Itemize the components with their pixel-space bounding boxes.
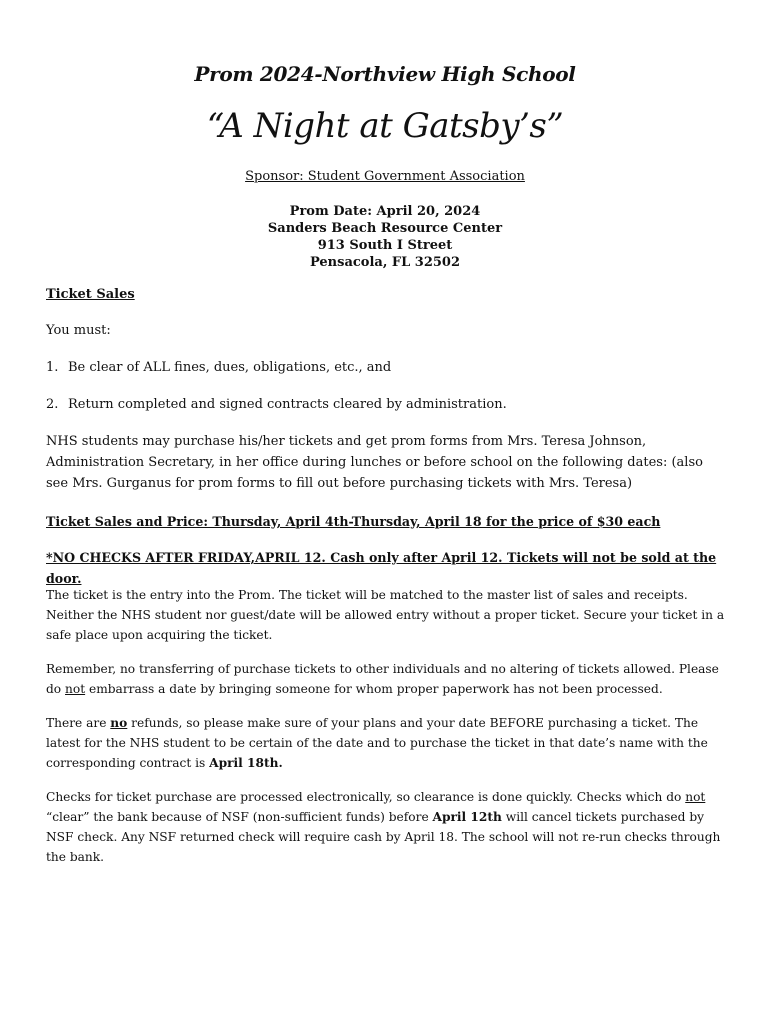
requirement-item-1 — [46, 357, 726, 378]
sponsor-line: Sponsor: Student Government Association — [245, 169, 525, 184]
requirement-item-2 — [46, 394, 726, 415]
text-run: Remember, no transferring of purchase tickets to other individuals and no altering of tickets allowed. Please do — [46, 662, 719, 696]
prom-theme-title: “A Night at Gatsby’s” — [206, 106, 564, 146]
prom-date: Prom Date: April 20, 2024 — [289, 204, 481, 219]
list-text: Be clear of ALL fines, dues, obligations, etc., and — [68, 360, 392, 375]
venue-name: Sanders Beach Resource Center — [267, 221, 503, 236]
no-transfer-paragraph — [46, 659, 726, 699]
purchase-paragraph: NHS students may purchase his/her tickets and get prom forms from Mrs. Teresa Johnson, Administration Secretary, in her office during lunches or before school on the following dates: (also see Mrs. Gurganus for prom forms to fill out before purchasing tickets with Mrs. Teresa) — [46, 434, 703, 491]
check-paragraph — [46, 787, 726, 867]
ticket-sales-heading: Ticket Sales — [46, 287, 135, 302]
text-run: Checks for ticket purchase are processed electronically, so clearance is done quickly. Checks which do — [46, 790, 686, 804]
school-title: Prom 2024-Northview High School — [194, 62, 576, 86]
emphasis-not: not — [685, 790, 706, 804]
list-text: Return completed and signed contracts cleared by administration. — [68, 397, 507, 412]
text-run: embarrass a date by bringing someone for whom proper paperwork has not been processed. — [85, 682, 663, 696]
venue-block — [0, 203, 770, 271]
requirements-intro: You must: — [46, 323, 111, 338]
emphasis-not: not — [65, 682, 86, 696]
emphasis-no: no — [110, 716, 128, 730]
ticket-entry-paragraph: The ticket is the entry into the Prom. The ticket will be matched to the master list of sales and receipts. Neither the NHS student nor guest/date will be allowed entry without a proper ticket. Secure your ticket in a safe place upon acquiring the ticket. — [46, 588, 725, 642]
refund-paragraph — [46, 713, 726, 773]
list-number: 2. — [46, 397, 59, 412]
no-checks-notice: *NO CHECKS AFTER FRIDAY,APRIL 12. Cash only after April 12. Tickets will not be sold at the door. — [46, 550, 717, 586]
text-run: refunds, so please make sure of your plans and your date BEFORE purchasing a ticket. The latest for the NHS student to be certain of the date and to purchase the ticket in that date’s name with the corresponding contract is — [46, 716, 708, 770]
venue-street: 913 South I Street — [317, 238, 453, 253]
ticket-dates-price: Ticket Sales and Price: Thursday, April 4th-Thursday, April 18 for the price of $30 each — [46, 514, 661, 529]
check-deadline-date: April 12th — [432, 810, 502, 824]
venue-city: Pensacola, FL 32502 — [309, 255, 460, 270]
list-number: 1. — [46, 360, 59, 375]
text-run: “clear” the bank because of NSF (non-sufficient funds) before — [46, 810, 433, 824]
deadline-date: April 18th. — [209, 756, 283, 770]
text-run: There are — [46, 716, 111, 730]
text-run: will cancel tickets purchased by NSF check. Any NSF returned check will require cash by April 18. The school will not re-run checks through the bank. — [46, 810, 721, 864]
